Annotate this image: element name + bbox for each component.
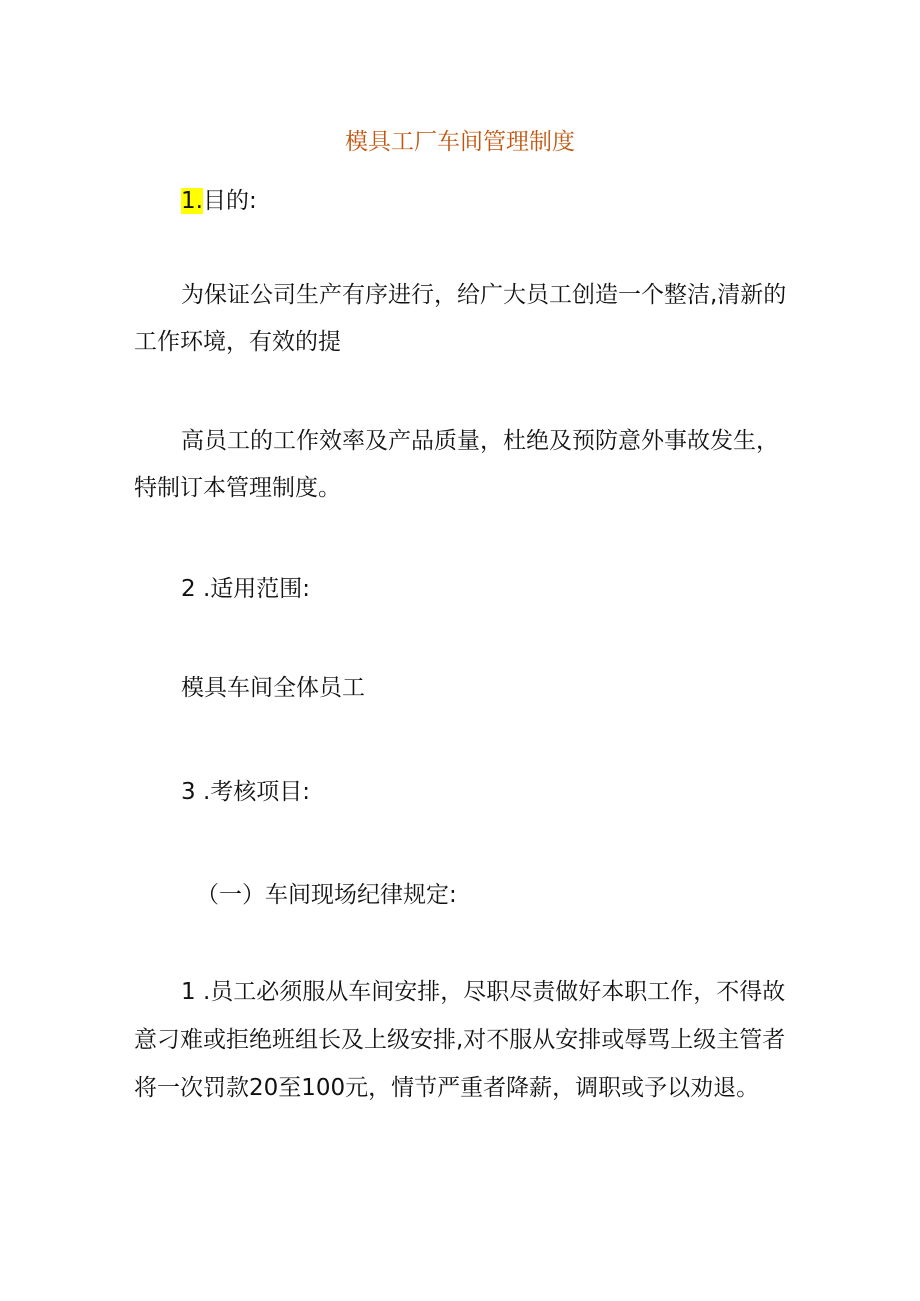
section1-para2-line2: 特制订本管理制度。	[134, 475, 341, 501]
section1-para1-line2: 工作环境，有效的提	[134, 329, 341, 355]
section3-item1-line2: 意刁难或拒绝班组长及上级安排,对不服从安排或辱骂上级主管者	[134, 1027, 786, 1053]
document-title: 模具工厂车间管理制度	[345, 129, 575, 155]
section3-item1-line1: 1 .员工必须服从车间安排，尽职尽责做好本职工作，不得故	[181, 979, 786, 1005]
section1-heading-text: 目的:	[202, 188, 257, 214]
section2-content: 模具车间全体员工	[181, 675, 365, 701]
section3-item1-line3: 将一次罚款20至100元，情节严重者降薪，调职或予以劝退。	[134, 1075, 760, 1101]
section3-subheading: （一）车间现场纪律规定:	[196, 882, 457, 908]
section3-heading: 3 .考核项目:	[181, 779, 311, 805]
section2-heading: 2 .适用范围:	[181, 576, 311, 602]
section1-number: 1.	[181, 188, 203, 214]
section1-para1-line1: 为保证公司生产有序进行，给广大员工创造一个整洁,清新的	[181, 282, 787, 308]
section1-para2-line1: 高员工的工作效率及产品质量，杜绝及预防意外事故发生，	[181, 428, 779, 454]
section1-heading	[181, 183, 257, 219]
